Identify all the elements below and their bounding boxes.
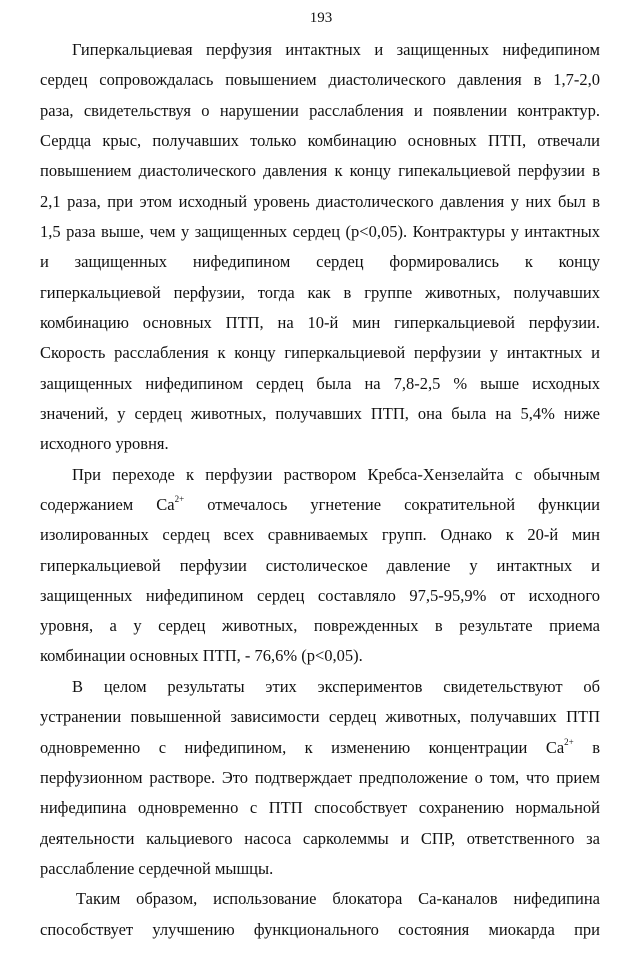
paragraph-3-line-with-ion <box>40 738 600 758</box>
paragraph-2-line: изолированных сердец всех сравниваемых групп. Однако к 20-й мин <box>40 525 600 544</box>
paragraph-1-line: комбинацию основных ПТП, на 10-й мин гиперкальциевой перфузии. <box>40 313 600 332</box>
paragraph-1-line: и защищенных нифедипином сердец формировались к концу <box>40 252 600 271</box>
paragraph-2-line: защищенных нифедипином сердец составляло 97,5-95,9% от исходного <box>40 586 600 605</box>
paragraph-1-line: раза, свидетельствуя о нарушении расслабления и появлении контрактур. <box>40 101 600 120</box>
paragraph-3-line: В целом результаты этих экспериментов свидетельствуют об <box>72 677 600 696</box>
paragraph-1-line: сердец сопровождалась повышением диастолического давления в 1,7-2,0 <box>40 70 600 89</box>
paragraph-3-line: перфузионном растворе. Это подтверждает предположение о том, что прием <box>40 768 600 787</box>
paragraph-1-line: значений, у сердец животных, получавших ПТП, она была на 5,4% ниже <box>40 404 600 423</box>
calcium-ion <box>156 495 184 514</box>
paragraph-2-line: гиперкальциевой перфузии систолическое давление у интактных и <box>40 556 600 575</box>
paragraph-3-line: устранении повышенной зависимости сердец животных, получавших ПТП <box>40 707 600 726</box>
paragraph-1-line: исходного уровня. <box>40 434 169 453</box>
paragraph-1-line: Гиперкальциевая перфузия интактных и защищенных нифедипином <box>72 40 600 59</box>
paragraph-2-line-with-ion <box>40 495 600 515</box>
paragraph-1-line: 1,5 раза выше, чем у защищенных сердец (p<0,05). Контрактуры у интактных <box>40 222 600 241</box>
calcium-ion <box>546 738 574 757</box>
inline-rest: в <box>592 738 601 757</box>
paragraph-1-line: гиперкальциевой перфузии, тогда как в группе животных, получавших <box>40 283 600 302</box>
paragraph-3-line: расслабление сердечной мышцы. <box>40 859 274 878</box>
page-number: 193 <box>309 10 333 26</box>
ion-charge: 2+ <box>174 494 185 504</box>
paragraph-1-line: защищенных нифедипином сердец была на 7,8-2,5 % выше исходных <box>40 374 600 393</box>
paragraph-1-line: Скорость расслабления к концу гиперкальциевой перфузии у интактных и <box>40 343 600 362</box>
paragraph-2-line: комбинации основных ПТП, - 76,6% (p<0,05). <box>40 646 363 665</box>
ion-symbol: Ca <box>545 738 565 757</box>
inline-word: содержанием <box>40 495 134 514</box>
inline-rest: отмечалось угнетение сократительной функции <box>207 495 600 514</box>
paragraph-2-line: При переходе к перфузии раствором Кребса-Хензелайта с обычным <box>72 465 600 484</box>
paragraph-4-line: способствует улучшению функционального состояния миокарда при <box>40 920 600 939</box>
paragraph-1-line: повышением диастолического давления к концу гипекальциевой перфузии в <box>40 161 600 180</box>
inline-text: одновременно с нифедипином, к изменению концентрации <box>40 738 528 757</box>
paragraph-2-line: уровня, а у сердец животных, поврежденных в результате приема <box>40 616 600 635</box>
paragraph-4-line: Таким образом, использование блокатора Са-каналов нифедипина <box>76 889 600 908</box>
paragraph-3-line: нифедипина одновременно с ПТП способствует сохранению нормальной <box>40 798 600 817</box>
paragraph-3-line: деятельности кальциевого насоса сарколеммы и СПР, ответственного за <box>40 829 600 848</box>
ion-charge: 2+ <box>564 737 574 747</box>
paragraph-1-line: Сердца крыс, получавших только комбинацию основных ПТП, отвечали <box>40 131 600 150</box>
paragraph-1-line: 2,1 раза, при этом исходный уровень диастолического давления у них был в <box>40 192 600 211</box>
ion-symbol: Ca <box>156 495 175 514</box>
